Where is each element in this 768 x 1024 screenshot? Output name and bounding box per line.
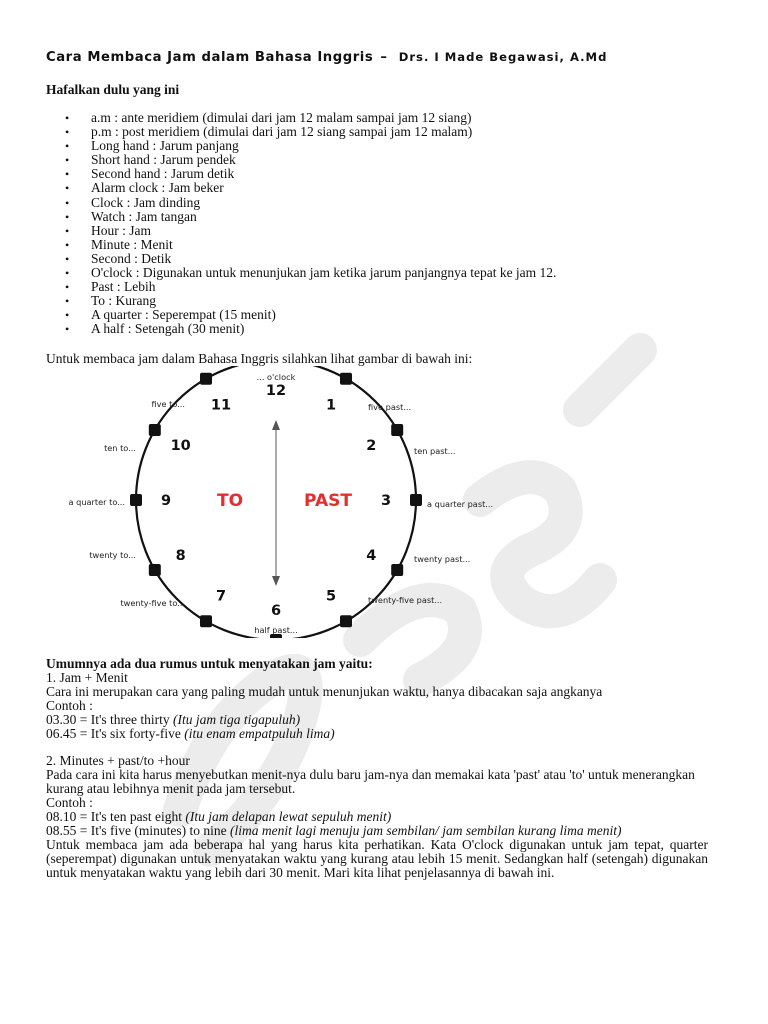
clock-number: 10 (170, 438, 191, 454)
example-translation: (Itu jam delapan lewat sepuluh menit) (185, 808, 392, 824)
paragraph-gap (46, 740, 708, 754)
hour-tick-mark (149, 424, 161, 436)
clock-number: 9 (160, 493, 172, 509)
list-item: • Past : Lebih (46, 280, 556, 294)
rule1-example-1 (46, 713, 708, 727)
five-past-label: five past... (368, 402, 412, 412)
list-item: • a.m : ante meridiem (dimulai dari jam 12 malam sampai jam 12 siang) (46, 111, 556, 125)
clock-number: 12 (265, 383, 287, 399)
hour-tick-mark (340, 373, 352, 385)
example-text: 06.45 = It's six forty-five (46, 725, 185, 741)
list-item: • O'clock : Digunakan untuk menunjukan jam ketika jarum panjangnya tepat ke jam 12. (46, 266, 556, 280)
example-translation: (lima menit lagi menuju jam sembilan/ jam sembilan kurang lima menit) (230, 822, 622, 838)
rule1-example-2 (46, 727, 708, 741)
list-item: • To : Kurang (46, 294, 556, 308)
quarter-past-label: a quarter past... (427, 499, 494, 509)
rule2-contoh: Contoh : (46, 795, 93, 811)
hour-tick-mark (410, 494, 422, 506)
quarter-to-label: a quarter to... (68, 497, 125, 507)
five-to-label: five to... (151, 399, 185, 409)
list-item: • Alarm clock : Jam beker (46, 181, 556, 195)
terms-list (46, 111, 556, 337)
twenty-to-label: twenty to... (89, 550, 136, 560)
clock-number: 7 (215, 588, 227, 605)
hour-tick-mark (340, 615, 352, 627)
rule2-example-2 (46, 824, 708, 838)
list-item: • A quarter : Seperempat (15 menit) (46, 308, 556, 322)
section-heading: Umumnya ada dua rumus untuk menyatakan jam yaitu: (46, 656, 373, 671)
rule2-example-1 (46, 810, 708, 824)
author-name: Drs. I Made Begawasi, A.Md (398, 50, 608, 64)
explanation-section (46, 657, 708, 879)
ten-past-label: ten past... (414, 446, 456, 456)
list-item: • Long hand : Jarum panjang (46, 139, 556, 153)
document-title (46, 50, 607, 65)
example-translation: (itu enam empatpuluh lima) (184, 725, 335, 741)
past-label: PAST (304, 491, 352, 511)
example-text: 08.10 = It's ten past eight (46, 808, 186, 824)
twenty-five-to-label: twenty-five to... (120, 598, 185, 608)
clock-number: 8 (175, 548, 186, 564)
list-item: • Short hand : Jarum pendek (46, 153, 556, 167)
hour-tick-mark (391, 424, 403, 436)
to-label: TO (216, 491, 244, 511)
rule1-title: 1. Jam + Menit (46, 669, 128, 685)
clock-svg (46, 366, 566, 638)
title-text: Cara Membaca Jam dalam Bahasa Inggris (46, 50, 374, 65)
clock-diagram (46, 366, 566, 638)
list-item: • Second : Detik (46, 252, 556, 266)
hour-tick-mark (200, 615, 212, 627)
clock-number: 1 (325, 397, 337, 414)
hour-tick-mark (130, 494, 142, 506)
arrow-up-icon (272, 420, 280, 430)
half-past-label: half past... (254, 625, 298, 635)
rule1-description: Cara ini merupakan cara yang paling mudah untuk menunjukan waktu, hanya dibacakan saja angkanya (46, 683, 603, 699)
hour-tick-mark (200, 373, 212, 385)
clock-number: 2 (366, 438, 377, 454)
rule2-title: 2. Minutes + past/to +hour (46, 753, 190, 769)
title-dash: – (380, 50, 388, 65)
clock-number: 6 (270, 603, 282, 619)
list-item: • A half : Setengah (30 menit) (46, 322, 556, 336)
rule2-description: Pada cara ini kita harus menyebutkan menit-nya dulu baru jam-nya dan memakai kata 'past' atau 'to' untuk menerangkan kurang atau lebihnya menit pada jam tersebut. (46, 767, 695, 797)
example-text: 03.30 = It's three thirty (46, 711, 174, 727)
list-item: • Watch : Jam tangan (46, 210, 556, 224)
subheading: Hafalkan dulu yang ini (46, 82, 180, 97)
clock-number: 3 (380, 493, 392, 509)
rule1-contoh: Contoh : (46, 697, 93, 713)
list-item: • Clock : Jam dinding (46, 196, 556, 210)
list-item: • Minute : Menit (46, 238, 556, 252)
closing-paragraph: Untuk membaca jam ada beberapa hal yang harus kita perhatikan. Kata O'clock digunakan untuk jam tepat, quarter (seperempat) digunakan untuk menyatakan waktu yang kurang atau lebih 15 menit. Sedangkan half (setengah) digunakan untuk menyatakan waktu yang lebih dari 30 menit. Mari kita lihat penjelasannya di bawah ini. (46, 836, 708, 880)
example-text: 08.55 = It's five (minutes) to nine (46, 822, 231, 838)
clock-number: 5 (325, 588, 337, 605)
ten-to-label: ten to... (104, 443, 136, 453)
intro-text: Untuk membaca jam dalam Bahasa Inggris silahkan lihat gambar di bawah ini: (46, 351, 473, 366)
example-translation: (Itu jam tiga tigapuluh) (173, 711, 301, 727)
twenty-past-label: twenty past... (414, 554, 471, 564)
arrow-down-icon (272, 576, 280, 586)
list-item: • Second hand : Jarum detik (46, 167, 556, 181)
clock-number: 11 (210, 397, 232, 414)
hour-tick-mark (149, 564, 161, 576)
list-item: • p.m : post meridiem (dimulai dari jam 12 siang sampai jam 12 malam) (46, 125, 556, 139)
list-item: • Hour : Jam (46, 224, 556, 238)
oclock-label: ... o'clock (256, 372, 296, 382)
hour-tick-mark (391, 564, 403, 576)
twenty-five-past-label: twenty-five past... (368, 595, 443, 605)
clock-number: 4 (366, 548, 377, 564)
